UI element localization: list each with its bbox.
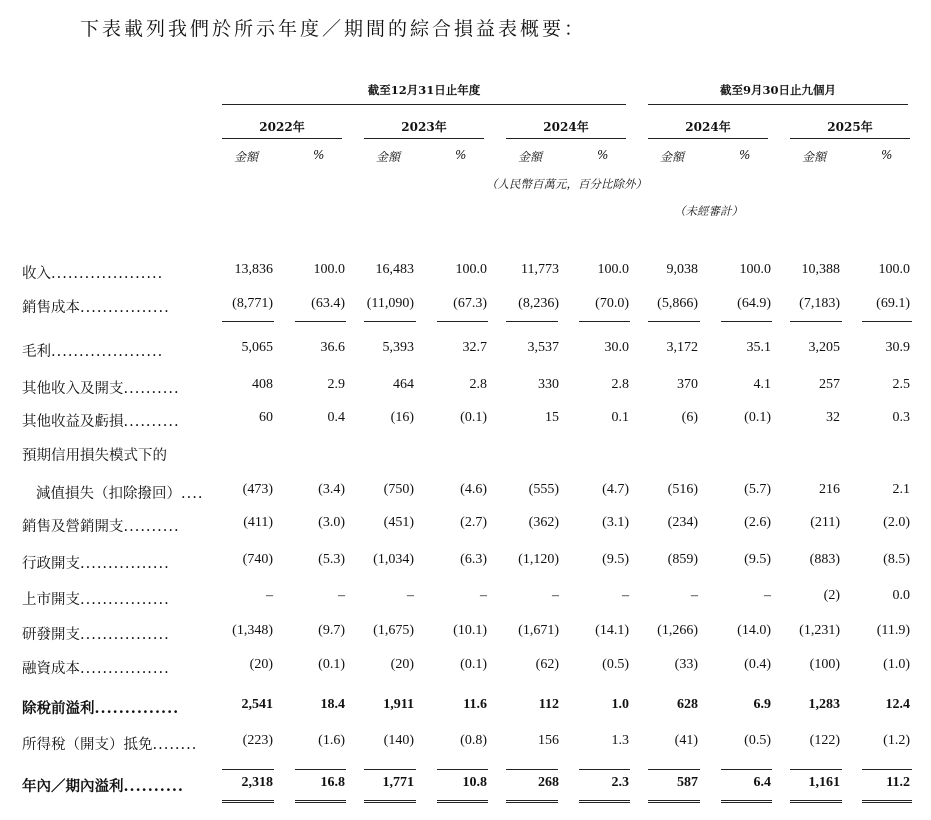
cell-percent: (14.0) <box>737 623 771 638</box>
cell-amount: (62) <box>535 657 559 672</box>
cell-percent: 36.6 <box>320 340 345 355</box>
row-label <box>22 552 170 573</box>
subtotal-rule <box>295 321 346 322</box>
cell-percent: – <box>622 588 629 603</box>
intro-text: 下表載列我們於所示年度／期間的綜合損益表概要： <box>80 18 587 40</box>
cell-amount: 13,836 <box>234 262 273 277</box>
cell-percent: 100.0 <box>313 262 345 277</box>
cell-percent: (0.8) <box>460 733 487 748</box>
row-leader-dots: .......... <box>123 414 180 430</box>
cell-amount: (2) <box>823 588 840 603</box>
row-label <box>22 410 180 431</box>
total-top-rule <box>862 769 912 770</box>
cell-amount: (122) <box>809 733 840 748</box>
year-header-2025-nine-months: 2025年 <box>827 120 873 134</box>
row-label <box>22 733 197 754</box>
year-header-rule <box>648 138 768 139</box>
row-label <box>22 623 170 644</box>
cell-amount: 11,773 <box>521 262 559 277</box>
cell-amount: (20) <box>390 657 414 672</box>
cell-amount: 32 <box>826 410 840 425</box>
cell-amount: 3,537 <box>527 340 559 355</box>
cell-amount: (473) <box>242 482 273 497</box>
subtotal-rule <box>721 321 772 322</box>
cell-percent: 2.3 <box>611 775 629 790</box>
cell-amount: 3,205 <box>808 340 840 355</box>
cell-amount: 408 <box>252 377 273 392</box>
subtotal-rule <box>437 321 488 322</box>
row-leader-dots: .......... <box>123 778 184 795</box>
cell-percent: 100.0 <box>455 262 487 277</box>
row-leader-dots: ................ <box>80 627 170 643</box>
cell-amount: (33) <box>674 657 698 672</box>
cell-percent: 11.2 <box>886 775 910 790</box>
cell-amount: 268 <box>538 775 559 790</box>
cell-percent: 0.4 <box>327 410 345 425</box>
row-label-text: 所得稅（開支）抵免 <box>22 737 153 753</box>
cell-percent: 4.1 <box>753 377 771 392</box>
cell-amount: (451) <box>383 515 414 530</box>
cell-percent: (0.5) <box>744 733 771 748</box>
cell-percent: (2.0) <box>883 515 910 530</box>
cell-percent: 35.1 <box>746 340 771 355</box>
cell-amount: (1,120) <box>518 552 559 567</box>
cell-percent: (9.5) <box>744 552 771 567</box>
row-label-text: 其他收入及開支 <box>22 381 124 397</box>
cell-percent: 1.3 <box>611 733 629 748</box>
cell-amount: – <box>552 588 559 603</box>
row-leader-dots: .......... <box>123 519 180 535</box>
cell-amount: 330 <box>538 377 559 392</box>
group-header-nine-months: 截至9月30日止九個月 <box>719 83 836 97</box>
row-label-text: 其他收益及虧損 <box>22 414 124 430</box>
row-leader-dots: .................... <box>51 344 164 360</box>
cell-percent: (0.4) <box>744 657 771 672</box>
cell-percent: (8.5) <box>883 552 910 567</box>
cell-percent: 16.8 <box>320 775 345 790</box>
subtotal-rule <box>222 321 274 322</box>
cell-percent: (14.1) <box>595 623 629 638</box>
cell-amount: (750) <box>383 482 414 497</box>
sub-header-amount: 金額 <box>660 150 685 164</box>
cell-percent: 0.1 <box>611 410 629 425</box>
total-double-rule <box>721 800 772 803</box>
cell-percent: 18.4 <box>320 697 345 712</box>
cell-percent: (3.4) <box>318 482 345 497</box>
cell-amount: (362) <box>528 515 559 530</box>
total-top-rule <box>364 769 416 770</box>
cell-percent: 6.4 <box>753 775 771 790</box>
cell-amount: (1,671) <box>518 623 559 638</box>
cell-percent: (1.0) <box>883 657 910 672</box>
total-top-rule <box>790 769 842 770</box>
cell-percent: (1.2) <box>883 733 910 748</box>
row-label-text: 銷售成本 <box>22 300 80 316</box>
cell-amount: 257 <box>819 377 840 392</box>
cell-percent: 32.7 <box>462 340 487 355</box>
cell-percent: (0.1) <box>460 657 487 672</box>
total-double-rule <box>862 800 912 803</box>
cell-amount: (859) <box>667 552 698 567</box>
year-header-rule <box>790 138 910 139</box>
total-double-rule <box>648 800 700 803</box>
total-double-rule <box>295 800 346 803</box>
cell-percent: (64.9) <box>737 296 771 311</box>
cell-percent: 2.8 <box>469 377 487 392</box>
cell-amount: (11,090) <box>366 296 414 311</box>
subtotal-rule <box>648 321 700 322</box>
cell-percent: 100.0 <box>878 262 910 277</box>
cell-amount: (740) <box>242 552 273 567</box>
sub-header-percent: % <box>313 148 325 162</box>
total-top-rule <box>295 769 346 770</box>
cell-percent: 2.1 <box>892 482 910 497</box>
cell-percent: (0.1) <box>318 657 345 672</box>
row-label <box>22 262 163 283</box>
subtotal-rule <box>364 321 416 322</box>
row-leader-dots: .... <box>181 486 204 502</box>
row-label-text: 研發開支 <box>22 627 80 643</box>
total-top-rule <box>648 769 700 770</box>
cell-percent: (1.6) <box>318 733 345 748</box>
row-label <box>36 482 203 503</box>
cell-percent: 0.0 <box>892 588 910 603</box>
cell-percent: (0.1) <box>744 410 771 425</box>
row-label-text: 毛利 <box>22 344 51 360</box>
sub-header-percent: % <box>455 148 467 162</box>
row-leader-dots: ........ <box>152 737 198 753</box>
cell-percent: (67.3) <box>453 296 487 311</box>
cell-percent: (0.5) <box>602 657 629 672</box>
cell-amount: 464 <box>393 377 414 392</box>
cell-amount: 1,283 <box>808 697 840 712</box>
row-label <box>22 296 170 317</box>
cell-percent: (9.5) <box>602 552 629 567</box>
cell-amount: 216 <box>819 482 840 497</box>
cell-percent: (5.7) <box>744 482 771 497</box>
total-double-rule <box>364 800 416 803</box>
unaudited-note: （未經審計） <box>674 204 743 218</box>
row-label <box>22 340 163 361</box>
cell-amount: (411) <box>243 515 273 530</box>
total-double-rule <box>506 800 558 803</box>
cell-percent: – <box>338 588 345 603</box>
cell-amount: (5,866) <box>657 296 698 311</box>
row-label-text: 減值損失（扣除撥回） <box>36 486 181 502</box>
cell-amount: 9,038 <box>666 262 698 277</box>
cell-amount: 60 <box>259 410 273 425</box>
row-label-text: 融資成本 <box>22 661 80 677</box>
total-top-rule <box>721 769 772 770</box>
cell-percent: (10.1) <box>453 623 487 638</box>
subtotal-rule <box>579 321 630 322</box>
row-leader-dots: ................ <box>80 300 170 316</box>
cell-amount: (6) <box>681 410 698 425</box>
cell-percent: – <box>764 588 771 603</box>
total-top-rule <box>222 769 274 770</box>
cell-amount: 587 <box>677 775 698 790</box>
cell-amount: (8,771) <box>232 296 273 311</box>
cell-percent: 2.8 <box>611 377 629 392</box>
cell-amount: 112 <box>538 697 559 712</box>
cell-percent: 11.6 <box>463 697 487 712</box>
sub-header-amount: 金額 <box>376 150 401 164</box>
cell-amount: (883) <box>809 552 840 567</box>
subtotal-rule <box>506 321 558 322</box>
cell-amount: 1,771 <box>382 775 414 790</box>
cell-amount: (1,348) <box>232 623 273 638</box>
year-header-2023: 2023年 <box>401 120 447 134</box>
cell-percent: 0.3 <box>892 410 910 425</box>
cell-percent: 6.9 <box>753 697 771 712</box>
subtotal-rule <box>862 321 912 322</box>
total-top-rule <box>579 769 630 770</box>
total-double-rule <box>579 800 630 803</box>
cell-percent: (4.6) <box>460 482 487 497</box>
cell-percent: 10.8 <box>462 775 487 790</box>
sub-header-amount: 金額 <box>518 150 543 164</box>
cell-percent: 30.9 <box>885 340 910 355</box>
row-leader-dots: ................ <box>80 661 170 677</box>
cell-amount: 2,318 <box>241 775 273 790</box>
row-label <box>22 444 167 465</box>
cell-amount: (1,034) <box>373 552 414 567</box>
row-label-text: 預期信用損失模式下的 <box>22 448 167 464</box>
subtotal-rule <box>790 321 842 322</box>
row-label <box>22 697 179 718</box>
cell-amount: 1,911 <box>383 697 414 712</box>
cell-amount: 16,483 <box>375 262 414 277</box>
total-double-rule <box>790 800 842 803</box>
row-label <box>22 775 184 796</box>
year-header-2024: 2024年 <box>543 120 589 134</box>
total-top-rule <box>437 769 488 770</box>
cell-percent: (3.0) <box>318 515 345 530</box>
cell-amount: 5,065 <box>241 340 273 355</box>
cell-percent: 2.5 <box>892 377 910 392</box>
year-header-rule <box>364 138 484 139</box>
row-label-text: 銷售及營銷開支 <box>22 519 124 535</box>
total-double-rule <box>437 800 488 803</box>
cell-percent: 100.0 <box>597 262 629 277</box>
cell-percent: (69.1) <box>876 296 910 311</box>
row-label-text: 上市開支 <box>22 592 80 608</box>
cell-amount: 628 <box>677 697 698 712</box>
row-leader-dots: .............. <box>94 700 180 717</box>
row-label <box>22 588 170 609</box>
cell-amount: (41) <box>674 733 698 748</box>
cell-percent: 30.0 <box>604 340 629 355</box>
group-header-fiscal-year-rule <box>222 104 626 105</box>
cell-amount: (100) <box>809 657 840 672</box>
cell-amount: – <box>407 588 414 603</box>
cell-amount: 3,172 <box>666 340 698 355</box>
currency-note: （人民幣百萬元，百分比除外） <box>486 177 647 191</box>
cell-percent: (6.3) <box>460 552 487 567</box>
row-leader-dots: ................ <box>80 592 170 608</box>
sub-header-percent: % <box>881 148 893 162</box>
cell-amount: (7,183) <box>799 296 840 311</box>
group-header-fiscal-year: 截至12月31日止年度 <box>367 83 481 97</box>
total-top-rule <box>506 769 558 770</box>
row-label <box>22 657 170 678</box>
total-double-rule <box>222 800 274 803</box>
cell-amount: (20) <box>249 657 273 672</box>
year-header-2024-nine-months: 2024年 <box>685 120 731 134</box>
group-header-nine-months-rule <box>648 104 908 105</box>
sub-header-amount: 金額 <box>234 150 259 164</box>
cell-amount: 370 <box>677 377 698 392</box>
cell-percent: (0.1) <box>460 410 487 425</box>
row-label-text: 年內／期內溢利 <box>22 778 124 795</box>
cell-percent: (9.7) <box>318 623 345 638</box>
cell-percent: (11.9) <box>876 623 910 638</box>
cell-percent: (5.3) <box>318 552 345 567</box>
cell-percent: (3.1) <box>602 515 629 530</box>
row-label <box>22 515 180 536</box>
cell-amount: (1,675) <box>373 623 414 638</box>
cell-percent: 2.9 <box>327 377 345 392</box>
year-header-rule <box>506 138 626 139</box>
sub-header-amount: 金額 <box>802 150 827 164</box>
row-label <box>22 377 180 398</box>
cell-percent: 100.0 <box>739 262 771 277</box>
cell-amount: 10,388 <box>801 262 840 277</box>
cell-percent: 12.4 <box>885 697 910 712</box>
cell-amount: (516) <box>667 482 698 497</box>
sub-header-percent: % <box>597 148 609 162</box>
cell-percent: (63.4) <box>311 296 345 311</box>
year-header-rule <box>222 138 342 139</box>
cell-amount: – <box>266 588 273 603</box>
cell-percent: – <box>480 588 487 603</box>
year-header-2022: 2022年 <box>259 120 305 134</box>
cell-amount: (234) <box>667 515 698 530</box>
cell-amount: (223) <box>242 733 273 748</box>
cell-amount: (140) <box>383 733 414 748</box>
sub-header-percent: % <box>739 148 751 162</box>
cell-amount: 2,541 <box>241 697 273 712</box>
cell-percent: (2.6) <box>744 515 771 530</box>
cell-percent: (70.0) <box>595 296 629 311</box>
cell-amount: 15 <box>545 410 559 425</box>
row-label-text: 行政開支 <box>22 556 80 572</box>
cell-amount: – <box>691 588 698 603</box>
cell-percent: 1.0 <box>611 697 629 712</box>
cell-amount: (16) <box>390 410 414 425</box>
cell-amount: (211) <box>810 515 840 530</box>
cell-percent: (2.7) <box>460 515 487 530</box>
row-leader-dots: ................ <box>80 556 170 572</box>
cell-amount: (1,266) <box>657 623 698 638</box>
cell-amount: (555) <box>528 482 559 497</box>
row-label-text: 收入 <box>22 266 51 282</box>
row-label-text: 除稅前溢利 <box>22 700 95 717</box>
cell-amount: 156 <box>538 733 559 748</box>
row-leader-dots: .................... <box>51 266 164 282</box>
row-leader-dots: .......... <box>123 381 180 397</box>
cell-percent: (4.7) <box>602 482 629 497</box>
cell-amount: (8,236) <box>518 296 559 311</box>
cell-amount: 5,393 <box>382 340 414 355</box>
cell-amount: 1,161 <box>808 775 840 790</box>
cell-amount: (1,231) <box>799 623 840 638</box>
